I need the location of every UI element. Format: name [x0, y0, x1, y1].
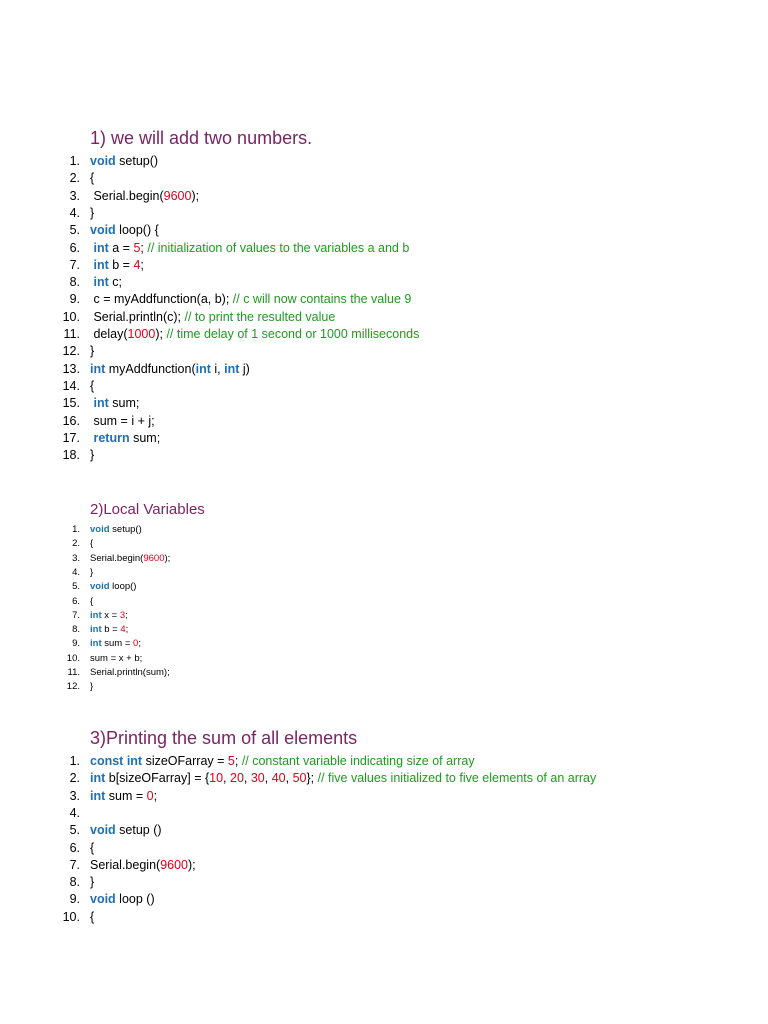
- code-text: [90, 188, 199, 205]
- code-line: [0, 523, 768, 537]
- code-text: [90, 343, 94, 360]
- code-line: [0, 822, 768, 839]
- code-line: [0, 788, 768, 805]
- code-token: sum = i + j;: [90, 413, 155, 428]
- comment-token: // initialization of values to the variables a and b: [147, 240, 410, 255]
- line-number: 11.: [63, 327, 80, 341]
- code-token: ;: [153, 788, 158, 803]
- code-text: [90, 257, 144, 274]
- keyword-token: int: [195, 361, 211, 376]
- code-text: [90, 857, 196, 874]
- code-text: [90, 822, 162, 839]
- code-text: [90, 153, 158, 170]
- line-number: 7.: [72, 609, 80, 621]
- code-line: [0, 153, 768, 170]
- code-text: [90, 909, 94, 926]
- code-token: }: [90, 205, 95, 220]
- section-heading: 3)Printing the sum of all elements: [90, 728, 358, 748]
- keyword-token: void: [90, 524, 110, 535]
- code-line: [0, 378, 768, 395]
- line-number: 13.: [62, 361, 80, 376]
- code-line: [0, 552, 768, 566]
- code-line: [0, 240, 768, 257]
- number-token: 4: [120, 624, 126, 636]
- code-token: myAddfunction(: [105, 361, 196, 376]
- number-token: 0: [133, 638, 139, 650]
- keyword-token: void: [90, 223, 116, 238]
- number-token: 5: [133, 240, 141, 255]
- code-text: [90, 788, 157, 805]
- line-number: 6.: [72, 595, 80, 607]
- code-line: [0, 413, 768, 430]
- code-text: [90, 595, 93, 609]
- code-text: [90, 361, 250, 378]
- code-text: [90, 840, 94, 857]
- section-sum-of-elements: [0, 728, 768, 928]
- code-token: );: [191, 188, 200, 203]
- line-number: 10.: [66, 652, 80, 664]
- keyword-token: int: [93, 257, 109, 272]
- code-token: ;: [140, 257, 144, 272]
- code-token: {: [90, 840, 95, 855]
- number-token: 1000: [127, 327, 156, 341]
- line-number: 4.: [72, 566, 80, 578]
- code-text: [90, 274, 122, 291]
- keyword-token: int: [90, 771, 106, 786]
- code-text: [90, 666, 170, 680]
- code-text: [90, 891, 155, 908]
- section-heading: 2)Local Variables: [90, 501, 205, 518]
- code-line: [0, 430, 768, 447]
- code-line: [0, 291, 768, 308]
- line-number: 14.: [62, 378, 80, 393]
- code-token: sum;: [108, 396, 140, 411]
- line-number: 3.: [72, 552, 80, 564]
- keyword-token: void: [90, 892, 116, 907]
- code-token: );: [164, 552, 171, 564]
- keyword-token: int: [126, 754, 143, 768]
- code-line: [0, 753, 768, 770]
- number-token: 50: [292, 771, 307, 786]
- code-text: [90, 378, 94, 395]
- code-line: [0, 395, 768, 412]
- line-number: 9.: [72, 638, 80, 650]
- code-token: sum = x + b;: [90, 652, 143, 664]
- code-text: [90, 770, 596, 787]
- code-token: loop(): [109, 581, 137, 593]
- code-line: [0, 343, 768, 360]
- code-text: [90, 566, 93, 580]
- code-token: Serial.begin(: [90, 552, 144, 564]
- code-line: [0, 637, 768, 651]
- code-token: );: [188, 857, 196, 872]
- keyword-token: int: [90, 624, 102, 636]
- keyword-token: int: [90, 361, 106, 376]
- line-number: 8.: [72, 624, 80, 636]
- line-number: 3.: [69, 188, 80, 203]
- code-token: }: [90, 448, 95, 463]
- code-line: [0, 909, 768, 926]
- code-token: {: [90, 171, 95, 186]
- code-text: [90, 637, 141, 651]
- comment-token: // time delay of 1 second or 1000 milliseconds: [166, 327, 420, 341]
- line-number: 12.: [66, 681, 80, 693]
- line-number: 10.: [62, 909, 80, 924]
- code-token: {: [90, 595, 94, 607]
- code-line: [0, 652, 768, 666]
- comment-token: // constant variable indicating size of array: [241, 754, 475, 768]
- code-token: Serial.begin(: [90, 188, 164, 203]
- code-token: ;: [125, 609, 128, 621]
- keyword-token: int: [93, 275, 109, 290]
- code-token: sum;: [129, 430, 161, 445]
- line-number: 8.: [69, 875, 80, 890]
- number-token: 40: [271, 771, 286, 786]
- line-number: 4.: [69, 805, 80, 820]
- line-number: 8.: [69, 275, 80, 290]
- code-token: );: [155, 327, 167, 341]
- code-token: sizeOFarray =: [142, 754, 228, 768]
- code-line: [0, 580, 768, 594]
- code-line: [0, 188, 768, 205]
- code-token: sum =: [101, 638, 134, 650]
- comment-token: // five values initialized to five elements of an array: [317, 771, 597, 786]
- line-number: 11.: [67, 667, 80, 678]
- keyword-token: return: [93, 430, 130, 445]
- code-token: };: [306, 771, 318, 786]
- code-token: setup(): [115, 154, 159, 168]
- code-text: [90, 291, 411, 308]
- line-number: 3.: [69, 788, 80, 803]
- line-number: 5.: [69, 223, 80, 238]
- number-token: 10: [209, 771, 224, 786]
- code-line: [0, 805, 768, 822]
- code-line: [0, 623, 768, 637]
- number-token: 0: [146, 788, 154, 803]
- keyword-token: int: [90, 609, 102, 621]
- number-token: 9600: [160, 857, 188, 872]
- code-line: [0, 857, 768, 874]
- code-token: }: [90, 875, 95, 890]
- code-line: [0, 205, 768, 222]
- code-token: ;: [234, 754, 242, 768]
- line-number: 16.: [62, 413, 80, 428]
- code-token: {: [90, 538, 94, 550]
- keyword-token: int: [224, 361, 240, 376]
- code-line: [0, 309, 768, 326]
- code-token: ,: [223, 771, 230, 786]
- code-line: [0, 770, 768, 787]
- line-number: 2.: [69, 771, 80, 786]
- line-number: 18.: [62, 448, 80, 463]
- code-token: setup (): [115, 823, 162, 838]
- code-line: [0, 595, 768, 609]
- number-token: 5: [227, 754, 235, 768]
- code-line: [0, 666, 768, 680]
- code-token: Serial.println(c);: [90, 309, 185, 324]
- code-text: [90, 430, 160, 447]
- code-line: [0, 840, 768, 857]
- code-text: [90, 623, 128, 637]
- line-number: 1.: [69, 754, 80, 768]
- code-text: [90, 395, 139, 412]
- code-text: [90, 680, 93, 694]
- number-token: 30: [250, 771, 265, 786]
- code-text: [90, 205, 94, 222]
- code-token: a =: [108, 240, 134, 255]
- line-number: 12.: [62, 344, 80, 359]
- line-number: 1.: [69, 154, 80, 168]
- code-token: }: [90, 566, 94, 578]
- code-text: [90, 523, 142, 537]
- keyword-token: void: [90, 581, 110, 593]
- code-line: [0, 274, 768, 291]
- code-text: [90, 326, 419, 343]
- code-line: [0, 537, 768, 551]
- number-token: 20: [230, 771, 244, 786]
- code-text: [90, 580, 136, 594]
- code-token: c;: [108, 275, 122, 290]
- line-number: 6.: [69, 840, 80, 855]
- code-token: c = myAddfunction(a, b);: [90, 292, 233, 307]
- keyword-token: int: [93, 396, 109, 411]
- code-token: setup(): [109, 524, 142, 535]
- code-line: [0, 447, 768, 464]
- code-token: b =: [108, 257, 134, 272]
- code-token: }: [90, 681, 94, 693]
- code-token: {: [90, 378, 95, 393]
- code-token: Serial.println(sum);: [90, 667, 170, 678]
- code-text: [90, 240, 409, 257]
- code-text: [90, 753, 475, 770]
- code-line: [0, 326, 768, 343]
- section-add-two-numbers: [0, 128, 768, 468]
- comment-token: // to print the resulted value: [184, 309, 336, 324]
- line-number: 5.: [72, 581, 80, 593]
- line-number: 2.: [72, 538, 80, 550]
- code-text: [90, 447, 94, 464]
- code-token: ;: [125, 624, 129, 636]
- code-line: [0, 361, 768, 378]
- code-line: [0, 891, 768, 908]
- code-line: [0, 874, 768, 891]
- code-token: ,: [243, 771, 251, 786]
- code-text: [90, 537, 93, 551]
- code-text: [90, 413, 155, 430]
- code-text: [90, 609, 128, 623]
- code-token: ;: [140, 240, 148, 255]
- line-number: 5.: [69, 823, 80, 838]
- code-token: ;: [138, 638, 141, 650]
- keyword-token: int: [90, 788, 106, 803]
- number-token: 9600: [163, 188, 192, 203]
- code-text: [90, 552, 170, 566]
- line-number: 4.: [69, 205, 80, 220]
- code-token: x =: [101, 609, 120, 621]
- code-token: i,: [210, 361, 225, 376]
- code-token: b[sizeOFarray] = {: [105, 771, 210, 786]
- code-token: }: [90, 344, 95, 359]
- code-line: [0, 222, 768, 239]
- code-text: [90, 652, 142, 666]
- code-text: [90, 170, 94, 187]
- line-number: 7.: [69, 857, 80, 872]
- code-token: sum =: [105, 788, 147, 803]
- line-number: 7.: [69, 257, 80, 272]
- keyword-token: const: [90, 754, 124, 768]
- line-number: 17.: [62, 430, 80, 445]
- line-number: 15.: [62, 396, 80, 411]
- number-token: 3: [119, 609, 126, 621]
- line-number: 1.: [72, 524, 80, 535]
- number-token: 4: [133, 257, 141, 272]
- keyword-token: void: [90, 823, 116, 838]
- code-token: ,: [285, 771, 293, 786]
- code-token: delay(: [90, 327, 128, 341]
- line-number: 9.: [69, 292, 80, 307]
- code-text: [90, 309, 335, 326]
- code-token: j): [239, 361, 250, 376]
- code-line: [0, 170, 768, 187]
- code-token: {: [90, 909, 95, 924]
- code-line: [0, 566, 768, 580]
- keyword-token: int: [90, 638, 102, 650]
- code-line: [0, 257, 768, 274]
- line-number: 10.: [62, 309, 80, 324]
- line-number: 6.: [69, 240, 80, 255]
- number-token: 9600: [143, 552, 165, 564]
- line-number: 9.: [69, 892, 80, 907]
- code-token: loop() {: [115, 223, 159, 238]
- code-text: [90, 874, 94, 891]
- comment-token: // c will now contains the value 9: [232, 292, 412, 307]
- code-token: Serial.begin(: [90, 857, 161, 872]
- keyword-token: int: [93, 240, 109, 255]
- keyword-token: void: [90, 154, 116, 168]
- code-text: [90, 222, 159, 239]
- code-token: ,: [264, 771, 272, 786]
- section-local-variables: [0, 501, 768, 691]
- line-number: 2.: [69, 171, 80, 186]
- section-heading: 1) we will add two numbers.: [90, 128, 313, 148]
- code-token: loop (): [115, 892, 155, 907]
- code-line: [0, 680, 768, 694]
- code-line: [0, 609, 768, 623]
- code-token: b =: [101, 624, 121, 636]
